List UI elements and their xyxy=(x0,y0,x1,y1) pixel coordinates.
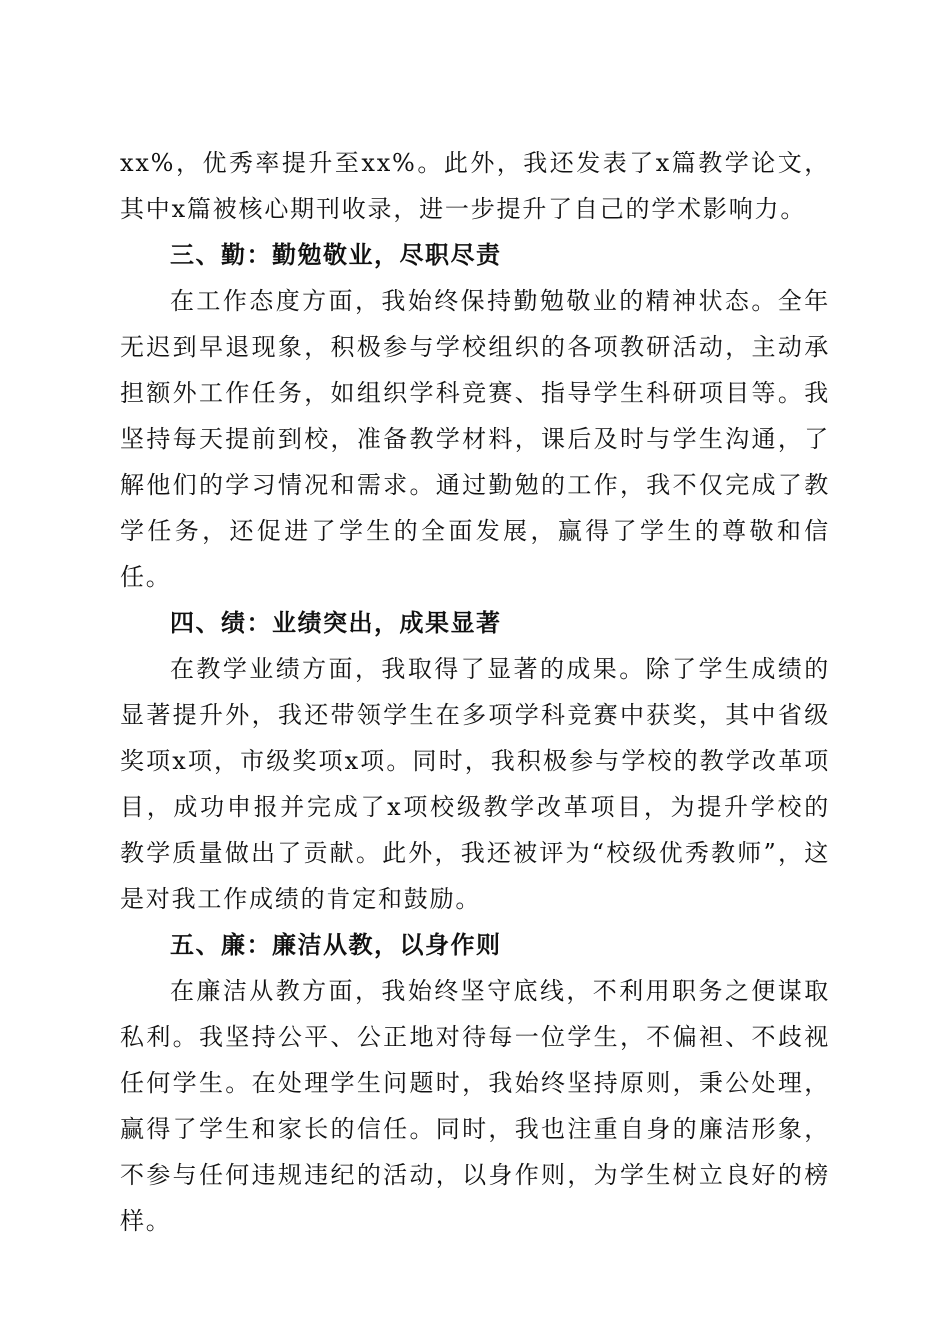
section-body-diligence: 在工作态度方面，我始终保持勤勉敬业的精神状态。全年无迟到早退现象，积极参与学校组织的各项教研活动，主动承担额外工作任务，如组织学科竞赛、指导学生科研项目等。我坚持每天提前到校，准备教学材料，课后及时与学生沟通，了解他们的学习情况和需求。通过勤勉的工作，我不仅完成了教学任务，还促进了学生的全面发展，赢得了学生的尊敬和信任。 xyxy=(120,287,830,591)
document-body xyxy=(120,140,830,1244)
section-heading-integrity: 五、廉：廉洁从教，以身作则 xyxy=(170,931,502,959)
section-heading-performance: 四、绩：业绩突出，成果显著 xyxy=(170,609,502,637)
section-body-performance: 在教学业绩方面，我取得了显著的成果。除了学生成绩的显著提升外，我还带领学生在多项学科竞赛中获奖，其中省级奖项x项，市级奖项x项。同时，我积极参与学校的教学改革项目，成功申报并完成了x项校级教学改革项目，为提升学校的教学质量做出了贡献。此外，我还被评为“校级优秀教师”，这是对我工作成绩的肯定和鼓励。 xyxy=(120,655,830,913)
intro-continuation-paragraph: xx%，优秀率提升至xx%。此外，我还发表了x篇教学论文，其中x篇被核心期刊收录，进一步提升了自己的学术影响力。 xyxy=(120,149,830,223)
section-body-integrity: 在廉洁从教方面，我始终坚守底线，不利用职务之便谋取私利。我坚持公平、公正地对待每一位学生，不偏袒、不歧视任何学生。在处理学生问题时，我始终坚持原则，秉公处理，赢得了学生和家长的信任。同时，我也注重自身的廉洁形象，不参与任何违规违纪的活动，以身作则，为学生树立良好的榜样。 xyxy=(120,977,830,1235)
section-heading-diligence: 三、勤：勤勉敬业，尽职尽责 xyxy=(170,241,502,269)
